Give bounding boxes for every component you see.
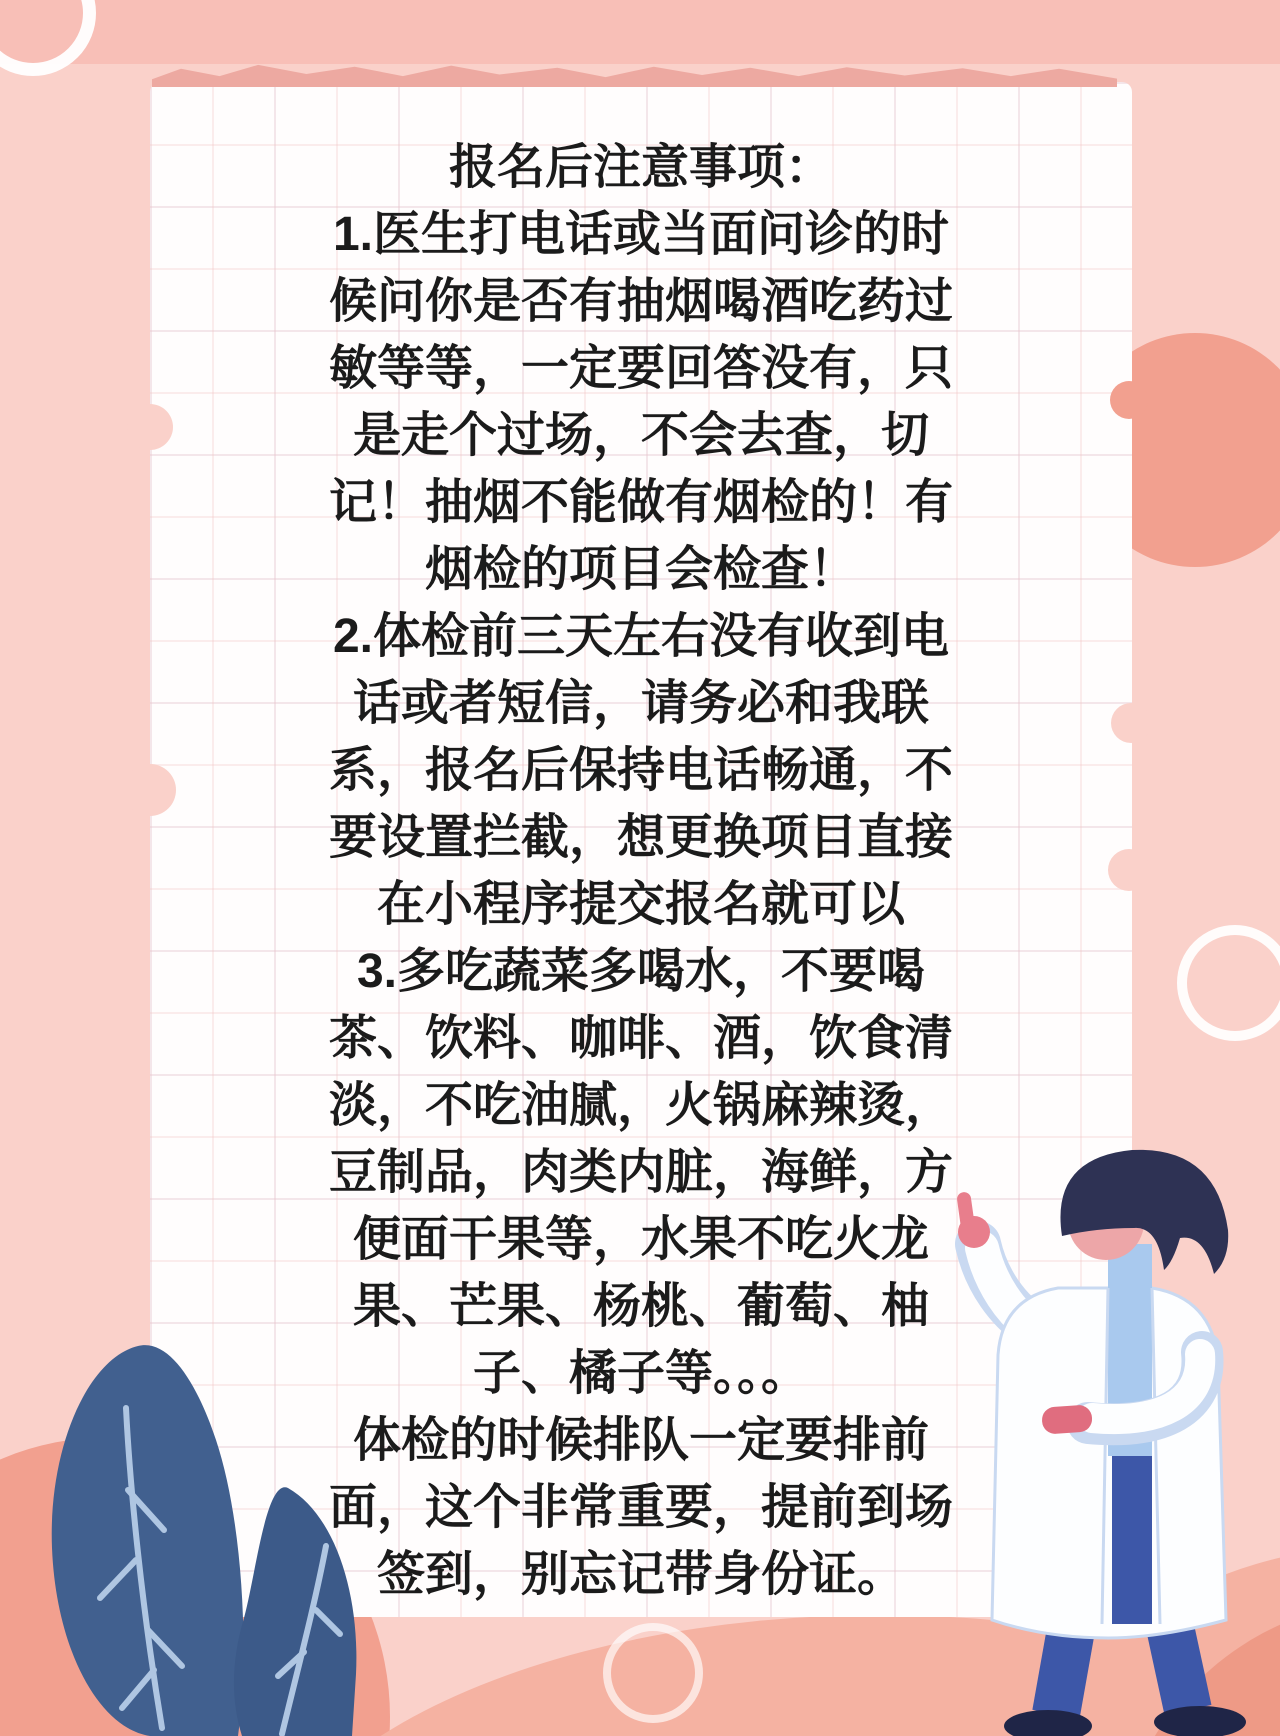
- doctor-trouser-front: [1112, 1456, 1152, 1624]
- notice-text-line: 2.体检前三天左右没有收到电: [332, 610, 950, 663]
- notice-text-line: 烟检的项目会检查！: [424, 543, 857, 596]
- notice-text-line: 体检的时候排队一定要排前: [352, 1414, 929, 1467]
- doctor-illustration: [930, 1140, 1280, 1736]
- notice-text-line: 话或者短信，请务必和我联: [352, 677, 929, 730]
- notice-text-line: 面，这个非常重要，提前到场: [328, 1481, 953, 1534]
- notice-text-line: 淡，不吃油腻，火锅麻辣烫，: [328, 1079, 953, 1132]
- notice-text-line: 要设置拦截，想更换项目直接: [328, 811, 953, 864]
- notice-title: 报名后注意事项：: [448, 141, 833, 194]
- white-ring-icon: [603, 1623, 703, 1723]
- notice-text-line: 候问你是否有抽烟喝酒吃药过: [328, 275, 953, 328]
- notice-text-line: 3.多吃蔬菜多喝水，不要喝: [356, 945, 926, 998]
- notice-text-line: 系，报名后保持电话畅通，不: [328, 744, 953, 797]
- top-pink-band: [0, 0, 1280, 64]
- notice-text-line: 子、橘子等。。。: [472, 1347, 809, 1400]
- doctor-hand: [1041, 1404, 1093, 1434]
- notice-text-line: 茶、饮料、咖啡、酒，饮食清: [328, 1012, 953, 1065]
- plant-illustration: [30, 1228, 370, 1736]
- white-ring-icon: [0, 0, 96, 76]
- notice-text-line: 记！抽烟不能做有烟检的！有: [328, 476, 953, 529]
- notice-text-line: 是走个过场，不会去查，切: [352, 409, 929, 462]
- white-ring-icon: [1177, 925, 1280, 1041]
- plant-leaf-right: [234, 1487, 356, 1736]
- notice-text-line: 果、芒果、杨桃、葡萄、柚: [352, 1280, 929, 1333]
- notice-text-line: 便面干果等，水果不吃火龙: [352, 1213, 929, 1266]
- notice-text-line: 签到，别忘记带身份证。: [376, 1548, 905, 1601]
- notice-text-line: 豆制品，肉类内脏，海鲜，方: [328, 1146, 953, 1199]
- notice-text-line: 敏等等，一定要回答没有，只: [328, 342, 953, 395]
- notice-text-line: 1.医生打电话或当面问诊的时: [332, 208, 950, 261]
- notice-text-line: 在小程序提交报名就可以: [376, 878, 905, 931]
